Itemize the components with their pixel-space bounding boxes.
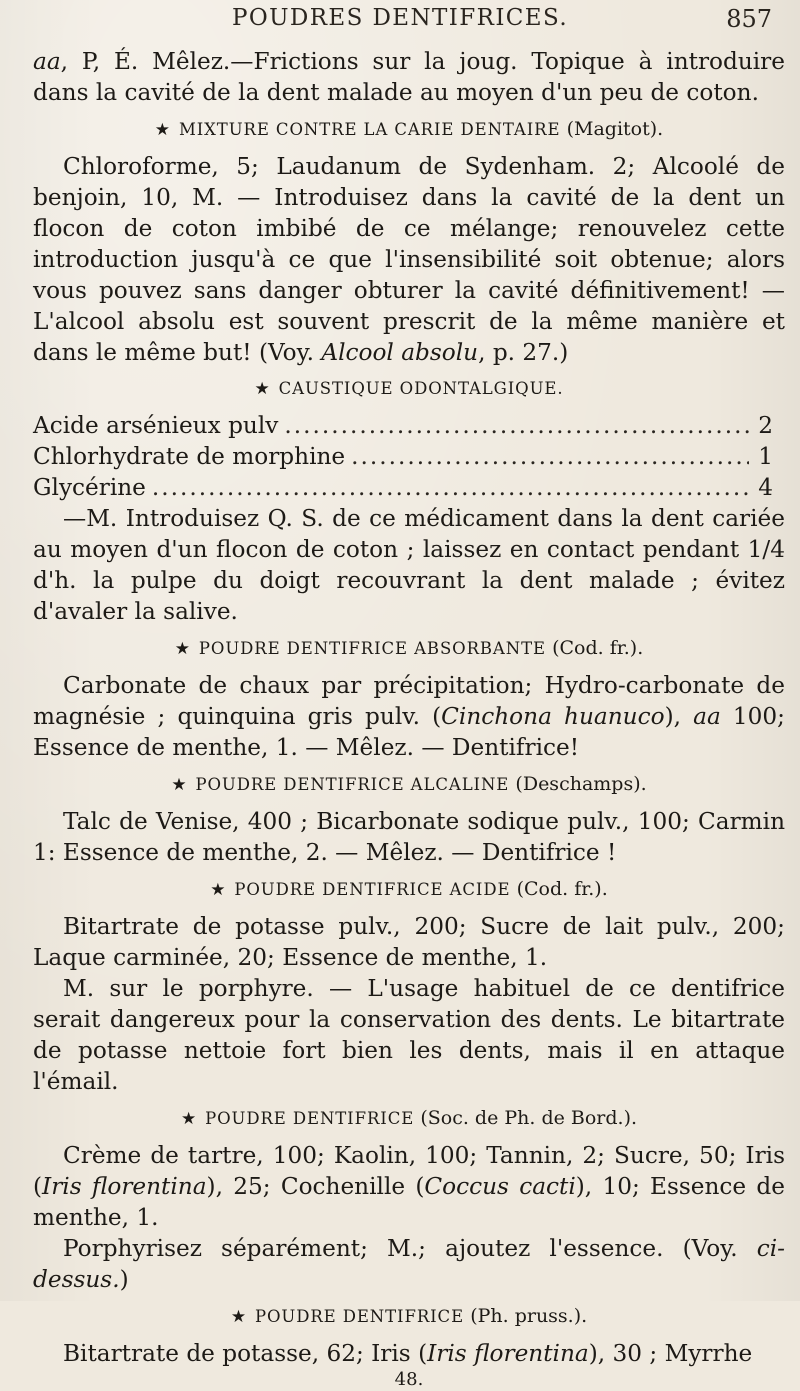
bord-paragraph-2 [33, 1233, 785, 1295]
magitot-text-em: Alcool absolu [321, 339, 479, 366]
heading-magitot-author: (Magitot). [566, 118, 664, 140]
star-icon: ★ [174, 639, 191, 659]
heading-bord-source: (Soc. de Ph. de Bord.). [420, 1107, 638, 1129]
bord-text1-a: Crème de tartre, 100; Kaolin, 100; Tannin, 2; Sucre, 50; Iris ( [33, 1142, 785, 1200]
absorbante-text-b: ), [664, 703, 694, 730]
heading-absorbante-title: POUDRE DENTIFRICE ABSORBANTE [198, 639, 546, 658]
bord-paragraph-1 [33, 1140, 785, 1233]
magitot-text-a: Chloroforme, 5; Laudanum de Sydenham. 2; Alcoolé de benjoin, 10, M. — Introduisez dans la cavité de la dent un flocon de coton imbibé de ce mélange; renouvelez cette introduction jusqu'à ce que l'insensibilité soit obtenue; alors vous pouvez sans danger obturer la cavité définitivement! — L'alcool absolu est souvent prescrit de la même manière et dans le même but! (Voy. [33, 153, 785, 366]
absorbante-paragraph [33, 670, 785, 763]
ingredient-name: Acide arsénieux pulv [33, 412, 279, 439]
leader-dots [152, 472, 749, 503]
ingredient-name: Glycérine [33, 474, 146, 501]
pruss-text-a: Bitartrate de potasse, 62; Iris ( [63, 1340, 428, 1367]
star-icon: ★ [180, 1109, 198, 1129]
signature-mark: 48. [394, 1369, 424, 1390]
leader-dots [351, 441, 749, 472]
heading-acide-title: POUDRE DENTIFRICE ACIDE [234, 880, 511, 899]
heading-caustique [33, 378, 785, 400]
bord-text2-em: ci-dessus. [33, 1235, 785, 1293]
acide-paragraph-2: M. sur le porphyre. — L'usage habituel de ce dentifrice serait dangereux pour la conservation des dents. Le bitartrate de potasse nettoie fort bien les dents, mais il en attaque l'émail. [33, 975, 785, 1095]
pruss-text-b: ), 30 ; Myrrhe [588, 1340, 753, 1367]
ingredient-row [33, 441, 773, 472]
heading-pruss-source: (Ph. pruss.). [470, 1305, 588, 1327]
heading-acide-source: (Cod. fr.). [516, 878, 608, 900]
heading-alcaline-title: POUDRE DENTIFRICE ALCALINE [195, 775, 510, 794]
bord-text1-em1: Iris florentina [42, 1173, 207, 1200]
bord-text2-a: Porphyrisez séparément; M.; ajoutez l'essence. (Voy. [63, 1235, 757, 1262]
absorbante-text-a: Carbonate de chaux par précipitation; Hydro-carbonate de magnésie ; quinquina gris pulv. ( [33, 672, 785, 730]
magitot-text-b: , p. 27.) [478, 339, 569, 366]
bord-text1-em2: Coccus cacti [424, 1173, 576, 1200]
magitot-paragraph [33, 151, 785, 368]
absorbante-text-em1: Cinchona huanuco [441, 703, 665, 730]
ingredient-qty: 1 [758, 443, 773, 470]
bord-text2-b: ) [119, 1266, 129, 1293]
alcaline-paragraph: Talc de Venise, 400 ; Bicarbonate sodique pulv., 100; Carmin 1: Essence de menthe, 2. — Mêlez. — Dentifrice ! [33, 808, 785, 866]
heading-pruss-title: POUDRE DENTIFRICE [254, 1307, 465, 1326]
star-icon: ★ [210, 880, 227, 900]
star-icon: ★ [154, 120, 171, 140]
ingredient-qty: 4 [758, 474, 773, 501]
pruss-paragraph [33, 1338, 785, 1369]
heading-alcaline-author: (Deschamps). [515, 773, 647, 795]
page-header [0, 5, 800, 45]
heading-alcaline [33, 773, 785, 796]
leader-dots [284, 410, 749, 441]
caustique-ingredients [33, 410, 773, 503]
heading-bord-title: POUDRE DENTIFRICE [205, 1109, 415, 1128]
heading-acide [33, 878, 785, 901]
heading-magitot-title: MIXTURE CONTRE LA CARIE DENTAIRE [178, 120, 561, 139]
intro-aa: aa [33, 48, 61, 75]
ingredient-row [33, 410, 773, 441]
intro-text: , P, É. Mêlez.—Frictions sur la joug. Topique à introduire dans la cavité de la dent malade au moyen d'un peu de coton. [33, 48, 785, 106]
heading-caustique-title: CAUSTIQUE ODONTALGIQUE. [278, 379, 564, 398]
heading-pruss [33, 1305, 785, 1328]
running-head: POUDRES DENTIFRICES. [231, 5, 569, 31]
heading-magitot [33, 118, 785, 141]
pruss-text-em: Iris florentina [427, 1340, 589, 1367]
star-icon: ★ [230, 1307, 247, 1327]
heading-absorbante-source: (Cod. fr.). [552, 637, 644, 659]
page-number: 857 [726, 5, 772, 33]
bord-text1-c: ), 10; Essence de menthe, 1. [33, 1173, 785, 1231]
ingredient-name: Chlorhydrate de morphine [33, 443, 346, 470]
star-icon: ★ [254, 379, 271, 399]
ingredient-row [33, 472, 773, 503]
acide-paragraph-1: Bitartrate de potasse pulv., 200; Sucre de lait pulv., 200; Laque carminée, 20; Essence de menthe, 1. [33, 913, 785, 971]
heading-absorbante [33, 637, 785, 660]
intro-paragraph [33, 46, 785, 108]
star-icon: ★ [171, 775, 188, 795]
absorbante-text-c: 100; Essence de menthe, 1. — Mêlez. — Dentifrice! [33, 703, 785, 761]
caustique-paragraph: —M. Introduisez Q. S. de ce médicament dans la dent cariée au moyen d'un flocon de coton ; laissez en contact pendant 1/4 d'h. la pulpe du doigt recouvrant la dent malade ; évitez d'avaler la salive. [33, 505, 785, 625]
bord-text1-b: ), 25; Cochenille ( [206, 1173, 425, 1200]
absorbante-text-em2: aa [693, 703, 721, 730]
ingredient-qty: 2 [758, 412, 773, 439]
heading-bord [33, 1107, 785, 1130]
page-content [33, 46, 785, 1391]
